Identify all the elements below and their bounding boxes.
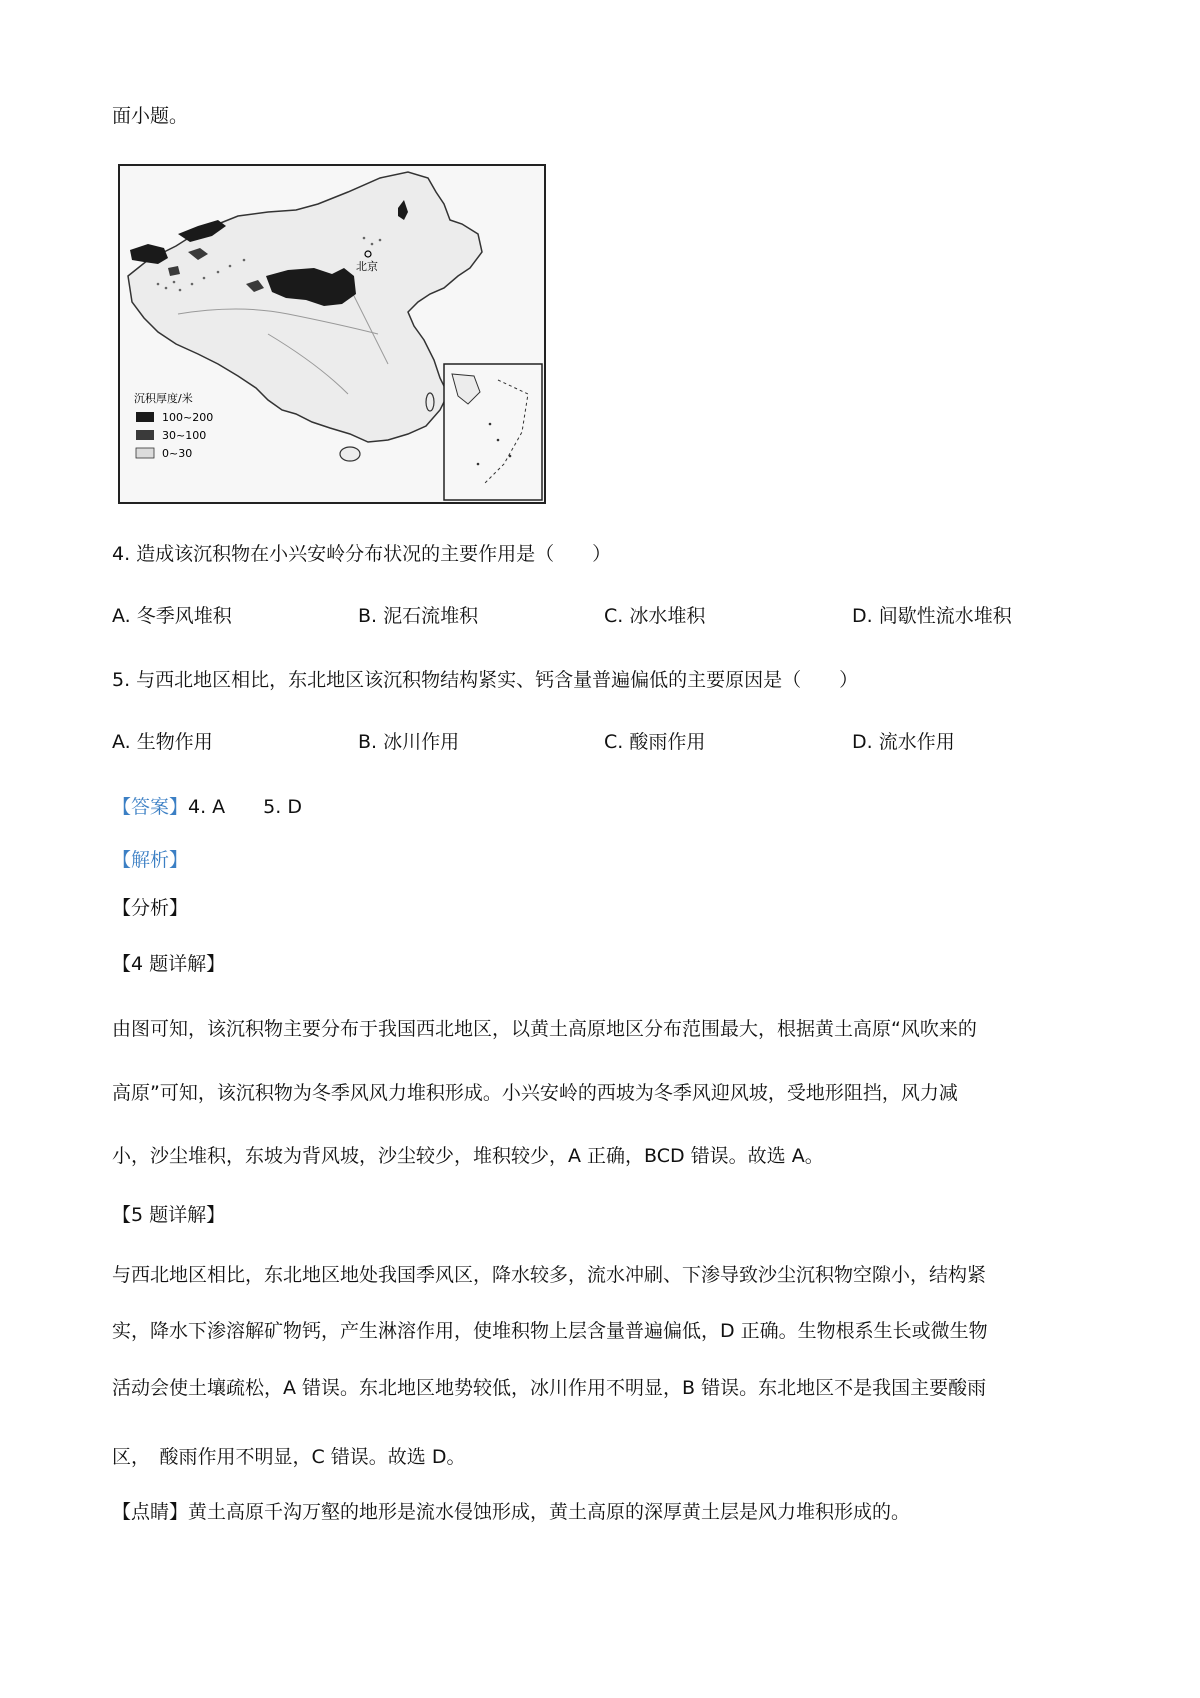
detail-5-line: 实，降水下渗溶解矿物钙，产生淋溶作用，使堆积物上层含量普遍偏低，D 正确。生物根系生长或微生物 bbox=[112, 1320, 988, 1342]
legend-swatch-1 bbox=[136, 430, 154, 440]
legend-swatch-0 bbox=[136, 412, 154, 422]
dianjing-line: 【点睛】黄土高原千沟万壑的地形是流水侵蚀形成，黄土高原的深厚黄土层是风力堆积形成的。 bbox=[112, 1501, 911, 1523]
legend-title: 沉积厚度/米 bbox=[134, 392, 193, 405]
answer-line bbox=[112, 795, 302, 819]
legend-swatch-2 bbox=[136, 448, 154, 458]
q5-option-b: B. 冰川作用 bbox=[358, 731, 460, 753]
q5-option-a: A. 生物作用 bbox=[112, 731, 213, 753]
detail-5-line: 区， 酸雨作用不明显，C 错误。故选 D。 bbox=[112, 1446, 466, 1468]
intro-tail: 面小题。 bbox=[112, 105, 189, 127]
question-4-stem: 4. 造成该沉积物在小兴安岭分布状况的主要作用是（ ） bbox=[112, 543, 612, 565]
answer-tag: 【答案】 bbox=[112, 796, 189, 818]
detail-5-title: 【5 题详解】 bbox=[112, 1204, 226, 1226]
q4-option-b: B. 泥石流堆积 bbox=[358, 605, 479, 627]
q5-option-c: C. 酸雨作用 bbox=[604, 731, 706, 753]
detail-5-line: 活动会使土壤疏松，A 错误。东北地区地势较低，冰川作用不明显，B 错误。东北地区不是我国主要酸雨 bbox=[112, 1377, 987, 1399]
beijing-label: 北京 bbox=[356, 260, 378, 273]
taiwan-island bbox=[426, 393, 434, 411]
q4-option-c: C. 冰水堆积 bbox=[604, 605, 706, 627]
hainan-island bbox=[340, 447, 360, 461]
detail-4-line: 由图可知，该沉积物主要分布于我国西北地区，以黄土高原地区分布范围最大，根据黄土高原“风吹来的 bbox=[112, 1018, 977, 1040]
q5-option-d: D. 流水作用 bbox=[852, 731, 955, 753]
legend-label-1: 30~100 bbox=[162, 429, 207, 442]
detail-4-line: 高原”可知，该沉积物为冬季风风力堆积形成。小兴安岭的西坡为冬季风迎风坡，受地形阻挡，风力减 bbox=[112, 1082, 958, 1104]
analysis-tag: 【解析】 bbox=[112, 849, 189, 871]
loess-distribution-map bbox=[118, 164, 546, 504]
q4-option-a: A. 冬季风堆积 bbox=[112, 605, 232, 627]
detail-4-title: 【4 题详解】 bbox=[112, 953, 226, 975]
q4-option-d: D. 间歇性流水堆积 bbox=[852, 605, 1012, 627]
answer-text: 4. A 5. D bbox=[188, 796, 302, 818]
detail-4-line: 小，沙尘堆积，东坡为背风坡，沙尘较少，堆积较少，A 正确，BCD 错误。故选 A。 bbox=[112, 1145, 824, 1167]
detail-5-line: 与西北地区相比，东北地区地处我国季风区，降水较多，流水冲刷、下渗导致沙尘沉积物空隙小，结构紧 bbox=[112, 1264, 987, 1286]
question-5-stem: 5. 与西北地区相比，东北地区该沉积物结构紧实、钙含量普遍偏低的主要原因是（ ） bbox=[112, 669, 859, 691]
legend-label-0: 100~200 bbox=[162, 411, 214, 424]
fenxi-tag: 【分析】 bbox=[112, 897, 189, 919]
legend-label-2: 0~30 bbox=[162, 447, 193, 460]
